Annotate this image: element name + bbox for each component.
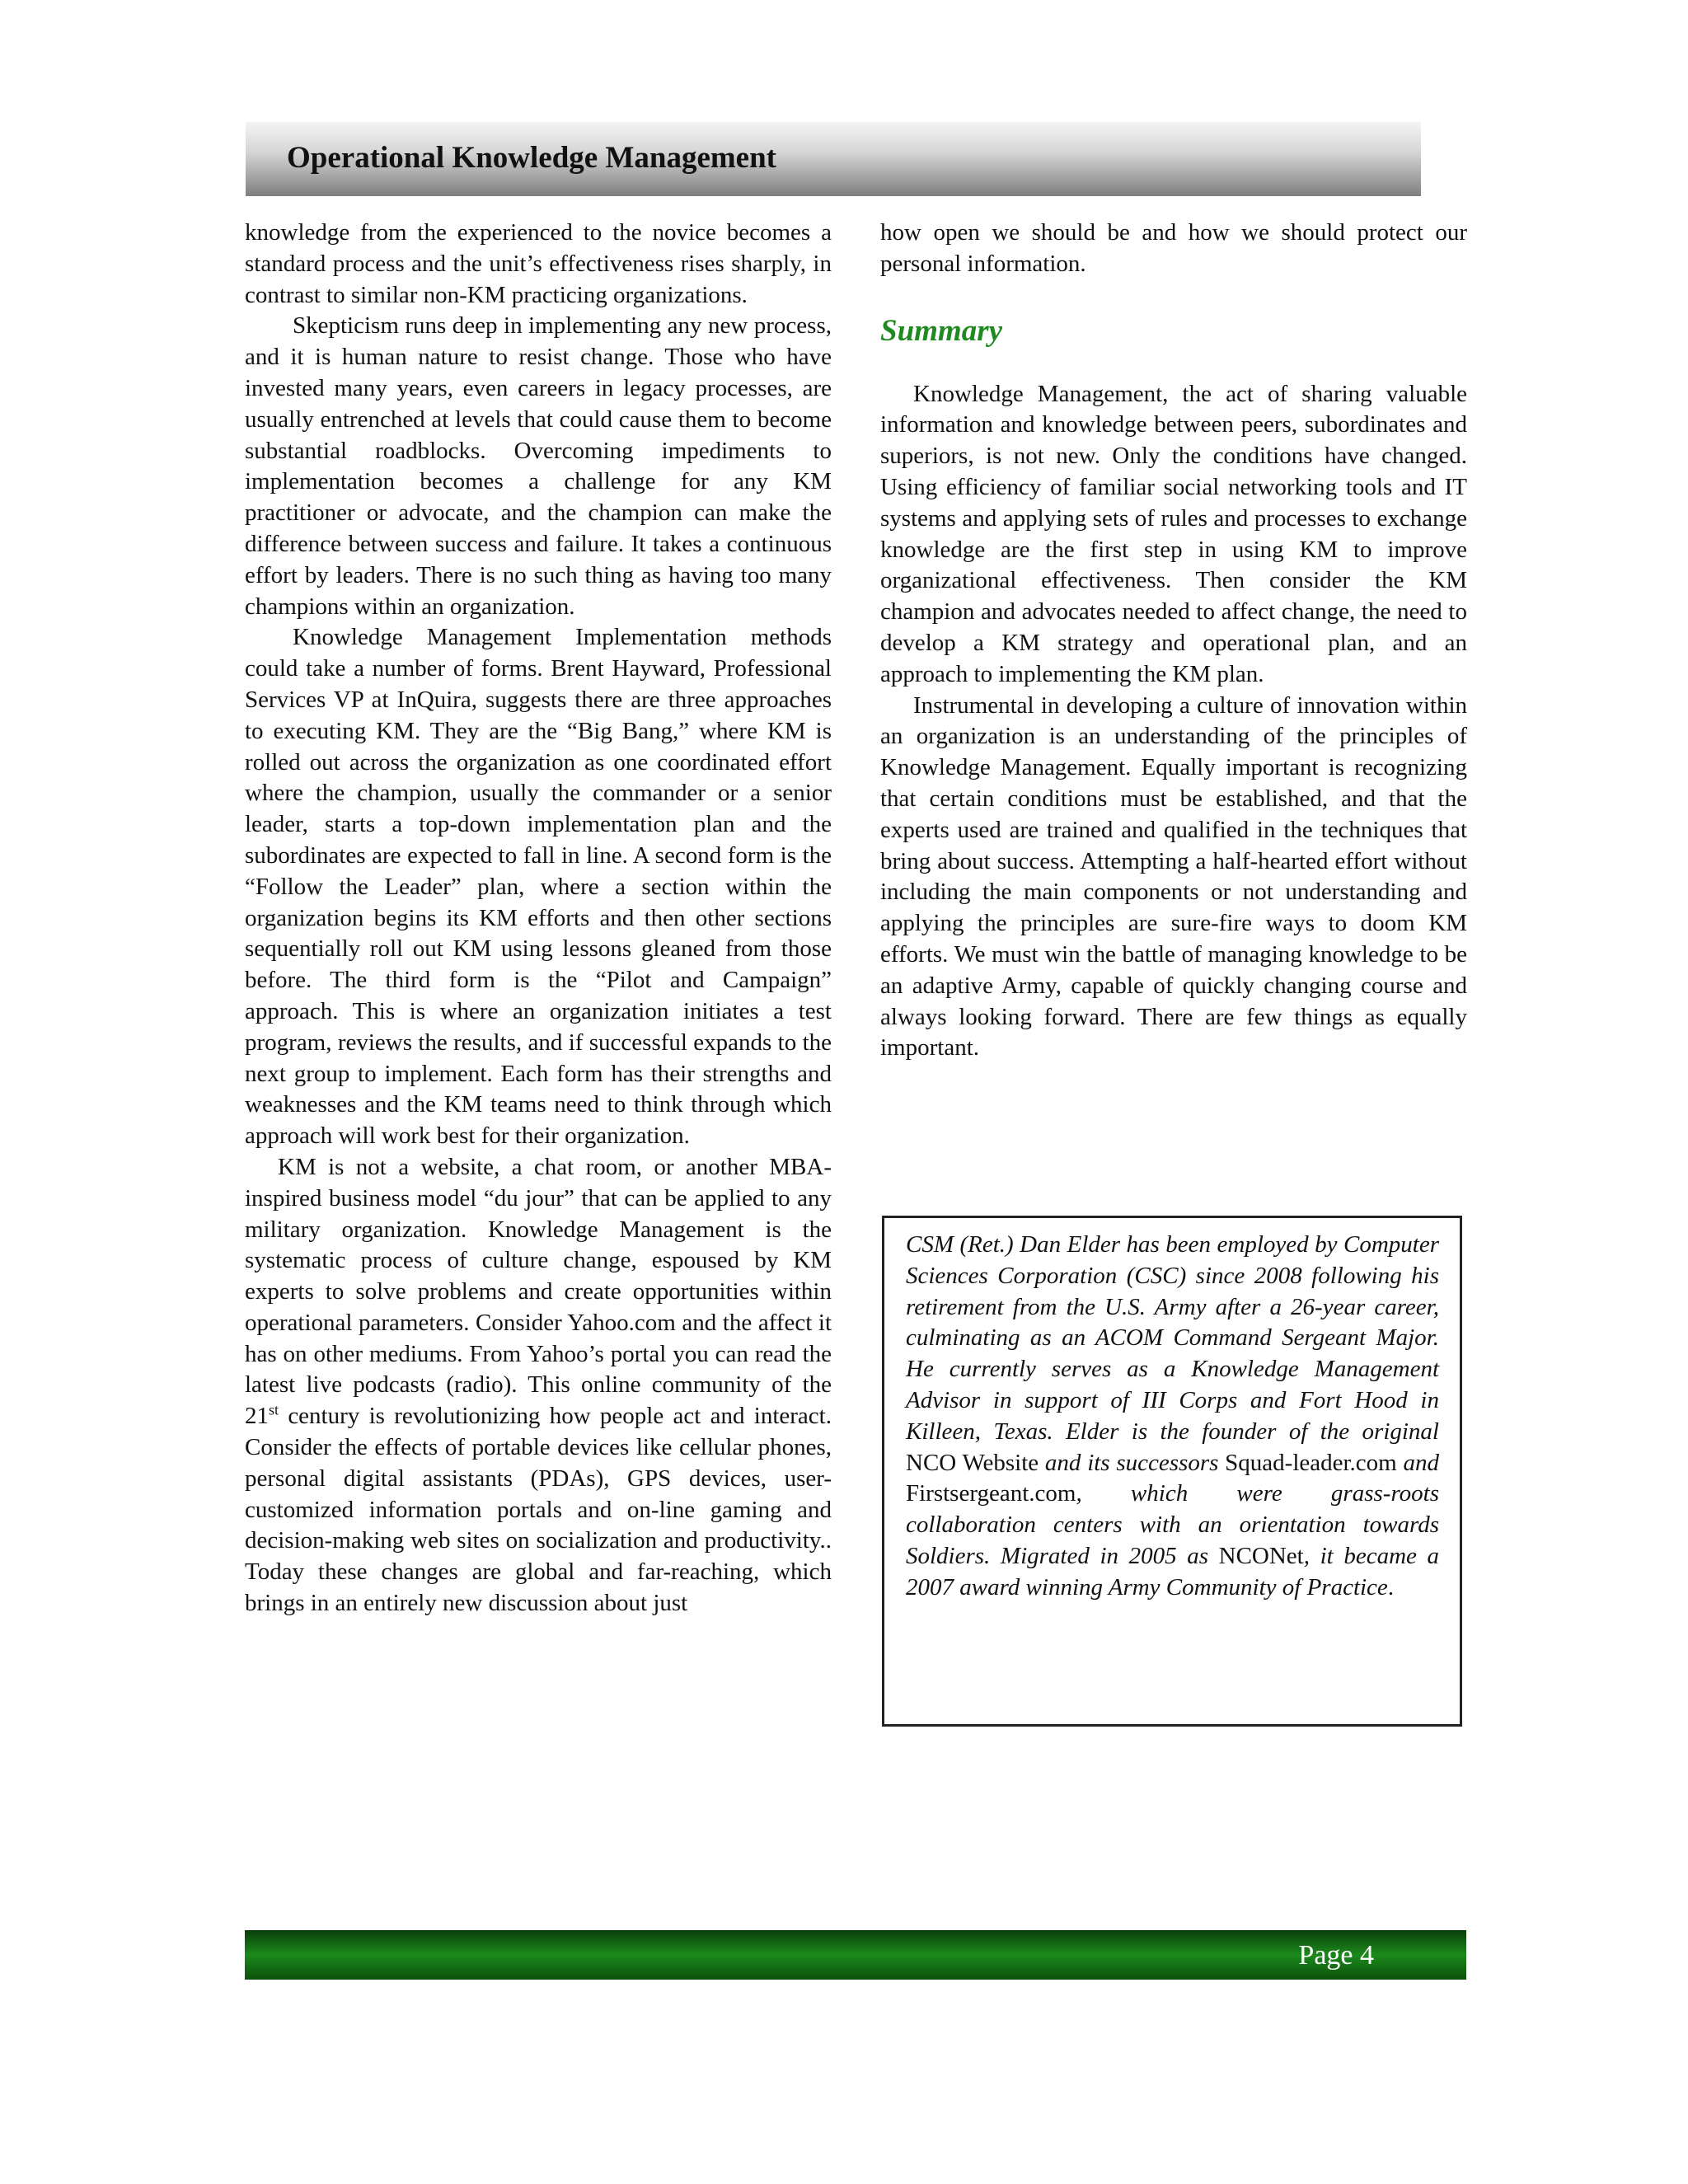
left-paragraph-4 xyxy=(245,1152,832,1619)
right-paragraph-1: how open we should be and how we should protect our personal information. xyxy=(880,219,1467,277)
bio-site-nconet: NCONet xyxy=(1218,1542,1304,1569)
left-paragraph-1: knowledge from the experienced to the novice becomes a standard process and the unit’s effectiveness rises sharply, in contrast to similar non-KM practicing organizations. xyxy=(245,219,832,308)
bio-text-6: . xyxy=(1387,1573,1395,1601)
left-paragraph-4-part-1: KM is not a website, a chat room, or another MBA-inspired business model “du jour” that can be applied to any military organization. Knowledge Management is the systematic process of culture change, espoused by KM experts to solve problems and create opportunities within operational parameters. Consider Yahoo.com and the affect it has on other mediums. From Yahoo’s portal you can read the latest live podcasts (radio). This online community of the 21 xyxy=(245,1153,832,1430)
bio-text-5: , it became a 2007 award winning Army Community of Practice xyxy=(906,1542,1439,1601)
right-column xyxy=(880,218,1467,1064)
bio-text-2: and its successors xyxy=(1039,1449,1226,1476)
author-bio-box xyxy=(882,1216,1462,1727)
footer-band xyxy=(245,1930,1466,1980)
left-paragraph-3: Knowledge Management Implementation methods could take a number of forms. Brent Hayward, Professional Services VP at InQuira, suggests there are three approaches to executing KM. They are the “Big Bang,” where KM is rolled out across the organization as one coordinated effort where the champion, usually the commander or a senior leader, starts a top-down implementation plan and the subordinates are expected to fall in line. A second form is the “Follow the Leader” plan, where a section within the organization begins its KM efforts and then other sections sequentially roll out KM using lessons gleaned from those before. The third form is the “Pilot and Campaign” approach. This is where an organization initiates a test program, reviews the results, and if successful expands to the next group to implement. Each form has their strengths and weaknesses and the KM teams need to think through which approach will work best for their organization. xyxy=(245,624,832,1150)
page-number: Page 4 xyxy=(1298,1940,1374,1971)
header-band xyxy=(246,122,1421,196)
bio-site-firstsergeant: Firstsergeant.com xyxy=(906,1480,1076,1507)
bio-text-3: and xyxy=(1396,1449,1440,1476)
summary-heading: Summary xyxy=(880,313,1003,348)
right-paragraph-3: Instrumental in developing a culture of innovation within an organization is an understanding of the principles of Knowledge Management. Equally important is recognizing that certain conditions must be established, and that the experts used are trained and qualified in the techniques that bring about success. Attempting a half-hearted effort without including the main components or not understanding and applying the principles are sure-fire ways to doom KM efforts. We must win the battle of managing knowledge to be an adaptive Army, capable of quickly changing course and always looking forward. There are few things as equally important. xyxy=(880,691,1467,1062)
bio-text-1: CSM (Ret.) Dan Elder has been employed by Computer Sciences Corporation (CSC) since 2008 following his retirement from the U.S. Army after a 26-year career, culminating as an ACOM Command Sergeant Major. He currently serves as a Knowledge Management Advisor in support of III Corps and Fort Hood in Killeen, Texas. Elder is the founder of the original xyxy=(906,1231,1439,1445)
right-paragraph-2: Knowledge Management, the act of sharing valuable information and knowledge between peers, subordinates and superiors, is not new. Only the conditions have changed. Using efficiency of familiar social networking tools and IT systems and applying sets of rules and processes to exchange knowledge are the first step in using KM to improve organizational effectiveness. Then consider the KM champion and advocates needed to affect change, the need to develop a KM strategy and operational plan, and an approach to implementing the KM plan. xyxy=(880,380,1467,687)
left-column xyxy=(245,218,832,1619)
bio-site-squad-leader: Squad-leader.com xyxy=(1225,1449,1397,1476)
superscript-st: st xyxy=(269,1401,279,1418)
left-paragraph-2: Skepticism runs deep in implementing any new process, and it is human nature to resist change. Those who have invested many years, even careers in legacy processes, are usually entrenched at levels that could cause them to become substantial roadblocks. Overcoming impediments to implementation becomes a challenge for any KM practitioner or advocate, and the champion can make the difference between success and failure. It takes a continuous effort by leaders. There is no such thing as having too many champions within an organization. xyxy=(245,312,832,620)
page-title: Operational Knowledge Management xyxy=(287,141,777,175)
author-bio-text xyxy=(906,1230,1439,1604)
left-paragraph-4-part-2: century is revolutionizing how people act and interact. Consider the effects of portable devices like cellular phones, personal digital assistants (PDAs), GPS devices, user-customized information portals and on-line gaming and decision-making web sites on socialization and productivity.. Today these changes are global and far-reaching, which brings in an entirely new discussion about just xyxy=(245,1403,832,1617)
bio-site-nco-website: NCO Website xyxy=(906,1449,1039,1476)
bio-text-4: , which were grass-roots collaboration centers with an orientation towards Soldiers. Migrated in 2005 as xyxy=(906,1480,1439,1569)
